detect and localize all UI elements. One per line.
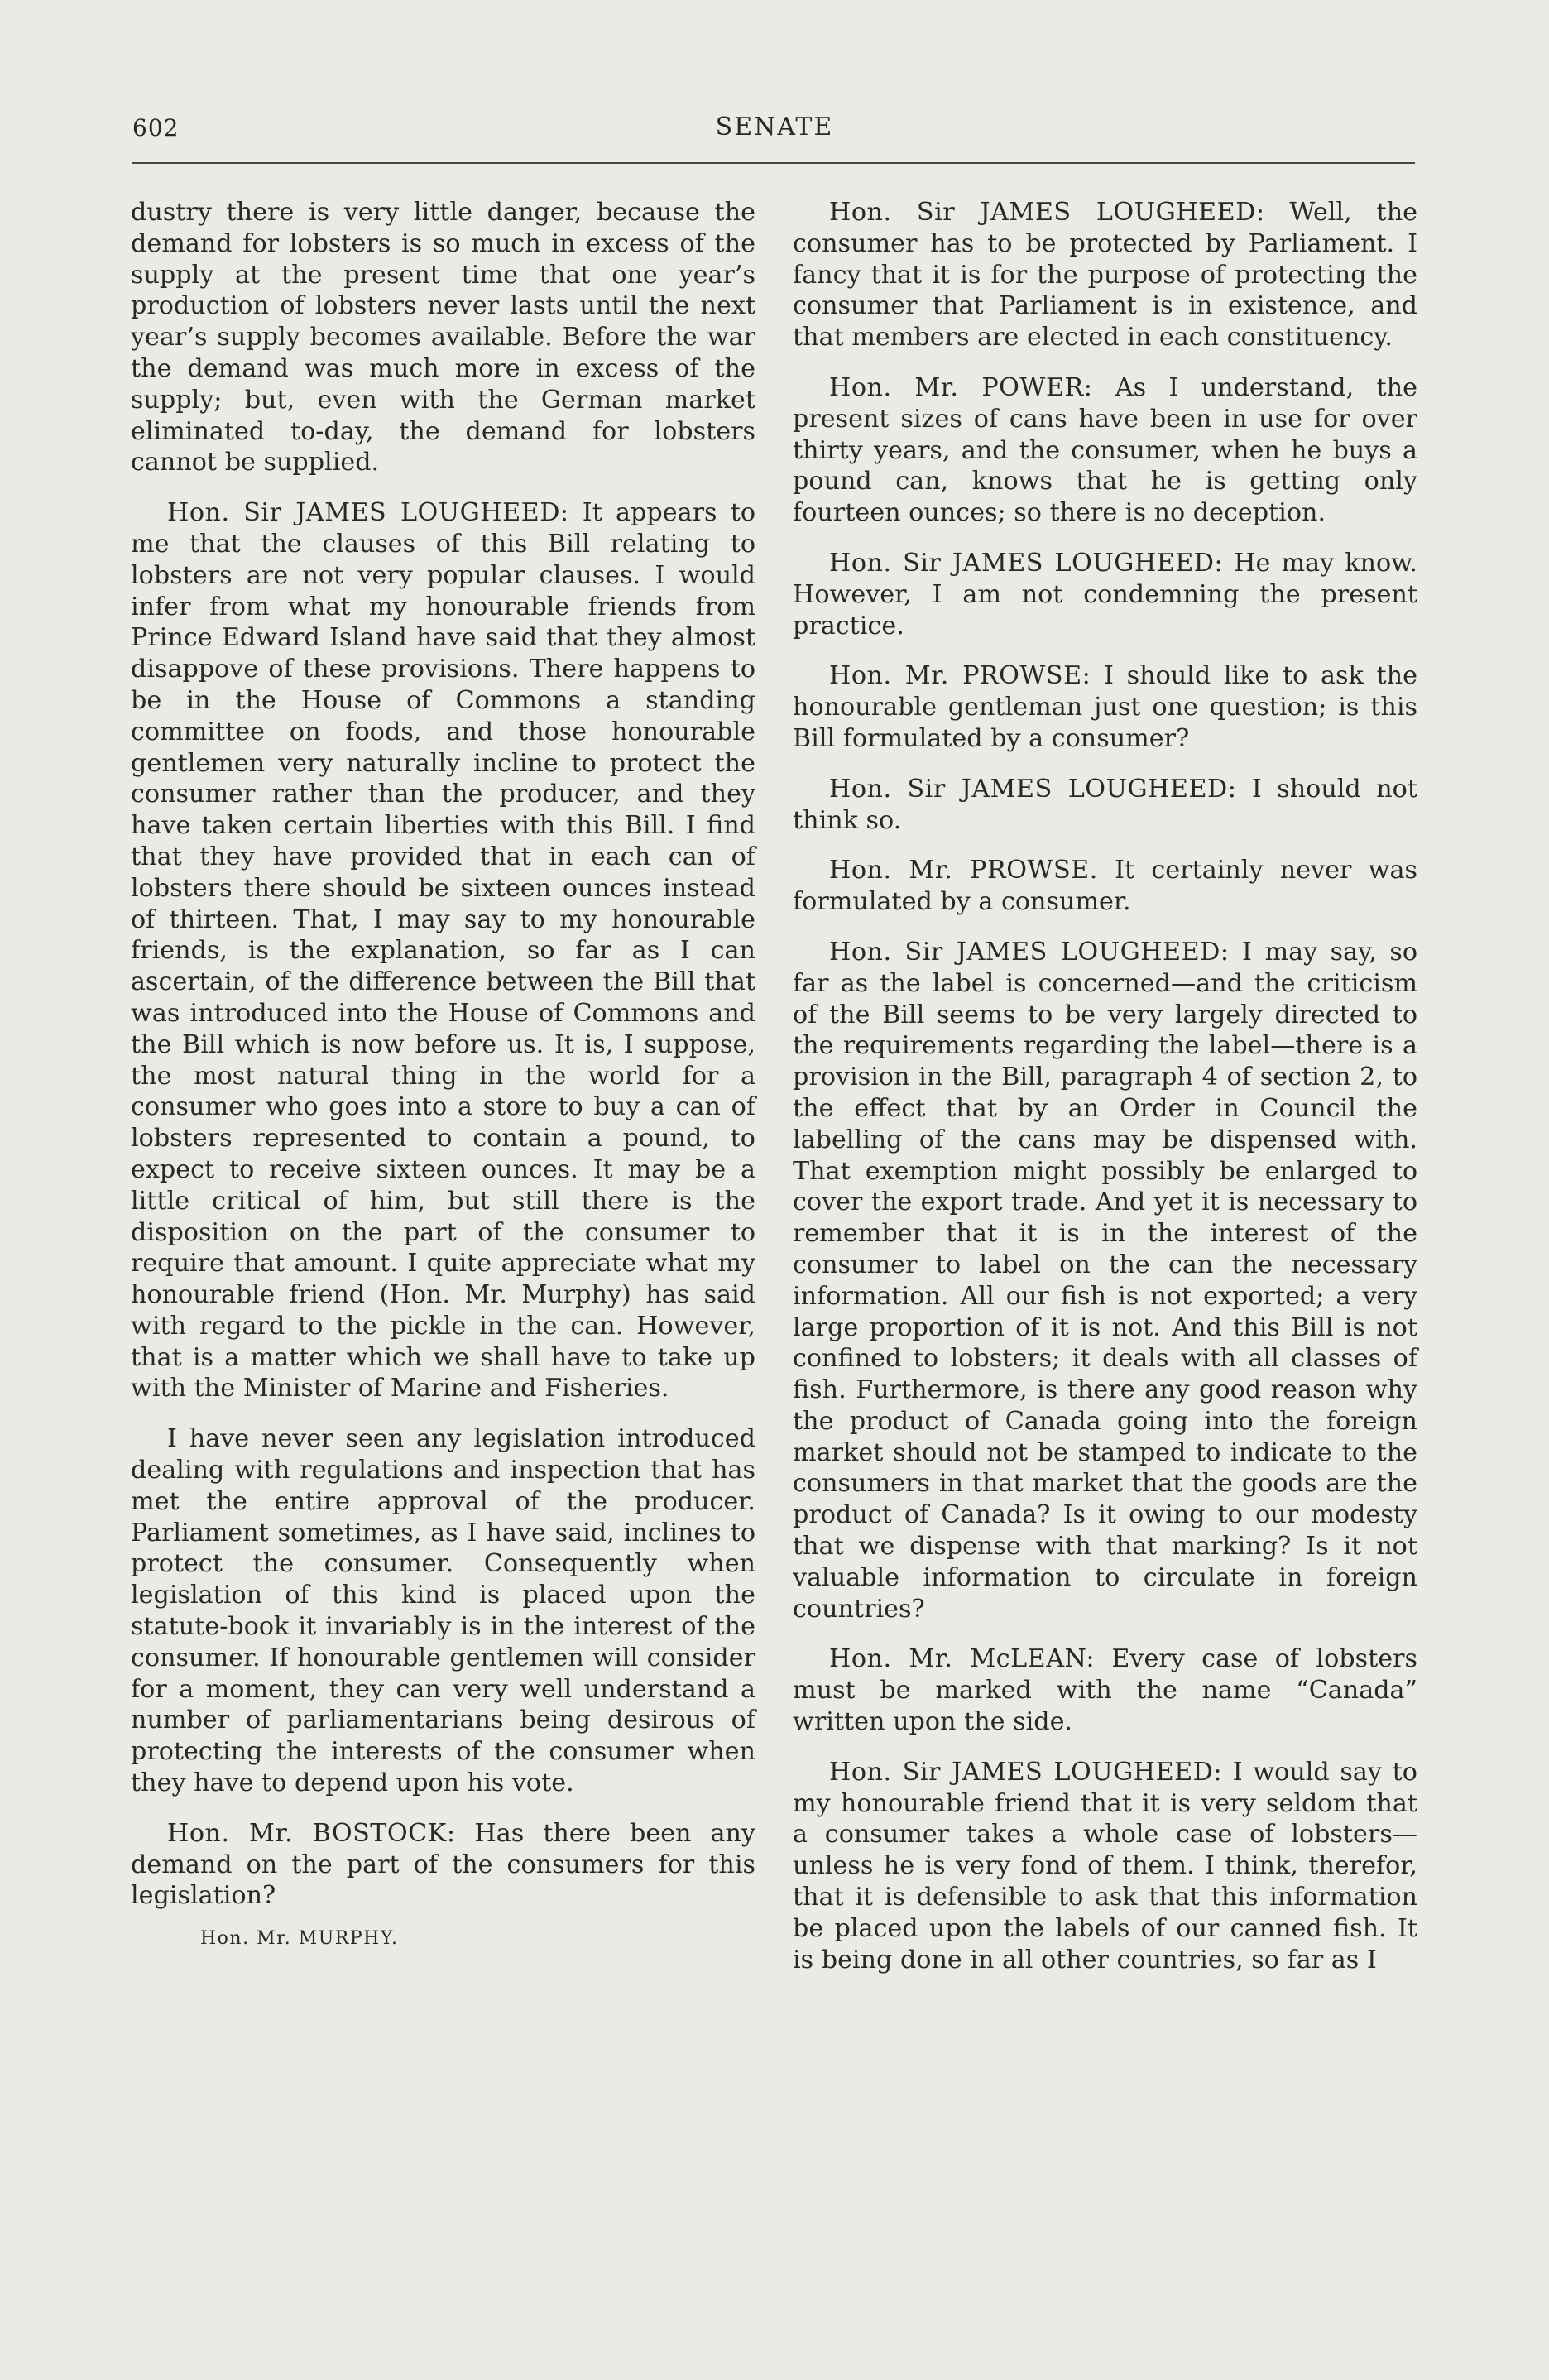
speaker-name: Hon. Sir JAMES LOUGHEED:: [829, 1757, 1223, 1787]
paragraph: [131, 1818, 755, 1912]
speaker-name: Hon. Mr. BOSTOCK:: [167, 1818, 456, 1848]
speaker-name: Hon. Mr. PROWSE:: [829, 661, 1091, 691]
paragraph: [131, 497, 755, 1404]
paragraph-text: He may know. However, I am not condemning the present practice.: [793, 548, 1417, 641]
paragraph-text: I may say, so far as the label is concerned—and the criticism of the Bill seems to be very largely directed to the requirements regarding the label—there is a provision in the Bill, paragraph 4 of section 2, to the effect that by an Order in Council the labelling of the cans may be dispensed with. That exemption might possibly be enlarged to cover the export trade. And yet it is necessary to remember that it is in the interest of the consumer to label on the can the necessary information. All our fish is not exported; a very large proportion of it is not. And this Bill is not confined to lobsters; it deals with all classes of fish. Furthermore, is there any good reason why the product of Canada going into the foreign market should not be stamped to indicate to the consumers in that market that the goods are the product of Canada? Is it owing to our modesty that we dispense with that marking? Is it not valuable information to circulate in foreign countries?: [793, 937, 1417, 1624]
speaker-name: Hon. Mr. McLEAN:: [829, 1644, 1096, 1674]
speaker-name: Hon. Sir JAMES LOUGHEED:: [167, 498, 569, 528]
running-head: SENATE: [715, 113, 834, 142]
right-column: [793, 197, 1417, 1994]
paragraph-text: dustry there is very little danger, because the demand for lobsters is so much in excess of the supply at the present time that one year’s production of lobsters never lasts until the next year’s supply becomes available. Before the war the demand was much more in excess of the supply; but, even with the German market eliminated to-day, the demand for lobsters cannot be supplied.: [131, 198, 755, 477]
paragraph-text: It appears to me that the clauses of this Bill relating to lobsters are not very popular clauses. I would infer from what my honourable friends from Prince Edward Island have said that they almost disappove of these provisions. There happens to be in the House of Commons a standing committee on foods, and those honourable gentlemen very naturally incline to protect the consumer rather than the producer, and they have taken certain liberties with this Bill. I find that they have provided that in each can of lobsters there should be sixteen ounces instead of thirteen. That, I may say to my honourable friends, is the explanation, so far as I can ascertain, of the difference between the Bill that was introduced into the House of Commons and the Bill which is now before us. It is, I suppose, the most natural thing in the world for a consumer who goes into a store to buy a can of lobsters represented to contain a pound, to expect to receive sixteen ounces. It may be a little critical of him, but still there is the disposition on the part of the consumer to require that amount. I quite appreciate what my honourable friend (Hon. Mr. Murphy) has said with regard to the pickle in the can. However, that is a matter which we shall have to take up with the Minister of Marine and Fisheries.: [131, 498, 755, 1404]
paragraph-text: I have never seen any legislation introduced dealing with regulations and inspection that has met the entire approval of the producer. Parliament sometimes, as I have said, inclines to protect the consumer. Consequently when legislation of this kind is placed upon the statute-book it invariably is in the interest of the consumer. If honourable gentlemen will consider for a moment, they can very well understand a number of parliamentarians being desirous of protecting the interests of the consumer when they have to depend upon his vote.: [131, 1424, 755, 1798]
paragraph-text: I would say to my honourable friend that it is very seldom that a consumer takes a whole case of lobsters—unless he is very fond of them. I think, therefor, that it is defensible to ask that this information be placed upon the labels of our canned fish. It is being done in all other countries, so far as I: [793, 1757, 1417, 1975]
paragraph-text: I should like to ask the honourable gentleman just one question; is this Bill formulated by a consumer?: [793, 661, 1417, 753]
paragraph: [793, 937, 1417, 1625]
speaker-name: Hon. Mr. POWER:: [829, 372, 1093, 402]
paragraph: [793, 197, 1417, 353]
paragraph: [793, 774, 1417, 837]
paragraph: [793, 855, 1417, 918]
left-column: [131, 197, 755, 1955]
paragraph-text: As I understand, the present sizes of cans have been in use for over thirty years, and the consumer, when he buys a pound can, knows that he is getting only fourteen ounces; so there is no deception.: [793, 372, 1417, 528]
paragraph-text: I should not think so.: [793, 774, 1417, 835]
paragraph-text: Has there been any demand on the part of the consumers for this legislation?: [131, 1818, 755, 1911]
speaker-name: Hon. Sir JAMES LOUGHEED:: [829, 198, 1265, 227]
paragraph-text: Well, the consumer has to be protected by Parliament. I fancy that it is for the purpose of protecting the consumer that Parliament is in existence, and that members are elected in each constituency.: [793, 198, 1417, 353]
paragraph: [131, 197, 755, 478]
paragraph: [793, 548, 1417, 641]
paragraph-text: It certainly never was formulated by a consumer.: [793, 856, 1417, 917]
paragraph: [793, 372, 1417, 529]
speaker-name: Hon. Sir JAMES LOUGHEED:: [829, 774, 1237, 804]
speaker-name: Hon. Mr. PROWSE.: [829, 856, 1098, 885]
paragraph: [793, 1643, 1417, 1737]
speaker-name: Hon. Sir JAMES LOUGHEED:: [829, 937, 1230, 967]
paragraph: [793, 660, 1417, 754]
speaker-name: Hon. Sir JAMES LOUGHEED:: [829, 548, 1224, 578]
paragraph: [793, 1757, 1417, 1976]
header-rule: [132, 162, 1415, 164]
paragraph: [131, 1423, 755, 1799]
page-number: 602: [132, 114, 180, 142]
catchline: Hon. Mr. MURPHY.: [200, 1928, 399, 1950]
paragraph-text: Every case of lobsters must be marked with the name “Canada” written upon the side.: [793, 1644, 1417, 1737]
